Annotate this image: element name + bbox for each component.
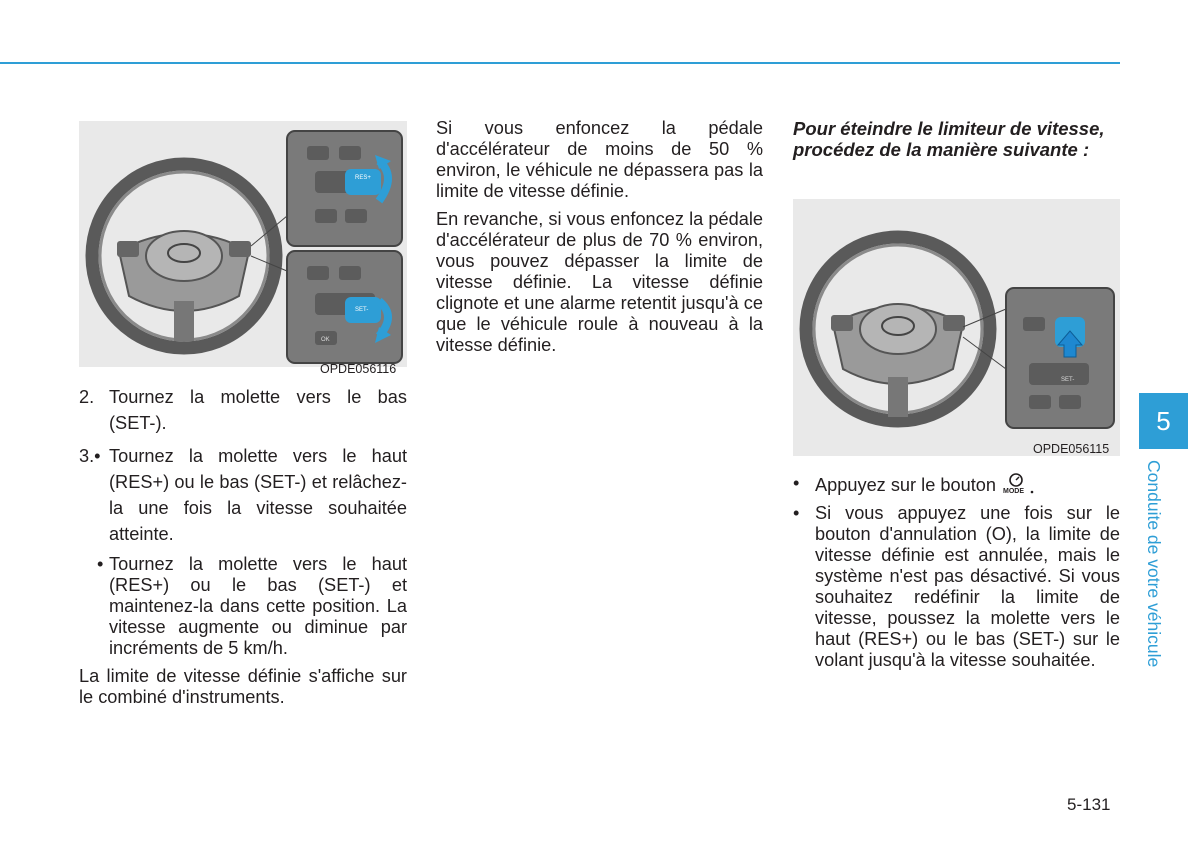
middle-paragraph-1: Si vous enfoncez la pédale d'accélérateur de moins de 50 % environ, le véhicule ne dépassera pas la limite de vitesse définie. <box>436 118 763 201</box>
figure-code-right: OPDE056115 <box>1033 442 1110 456</box>
set-label-2: SET- <box>1061 377 1075 383</box>
right-heading-block <box>793 118 1120 172</box>
middle-column <box>436 118 763 363</box>
left-column <box>79 384 407 715</box>
figure-code-left: OPDE056116 <box>320 362 397 376</box>
bullet-marker: • <box>97 554 104 574</box>
page-number: 5-131 <box>1067 795 1111 814</box>
sub-list-item <box>79 554 407 659</box>
bullet-marker: • <box>793 473 800 493</box>
set-label: SET- <box>355 307 369 313</box>
mode-label: MODE <box>1003 488 1025 495</box>
section-title-vertical: Conduite de votre véhicule <box>1144 460 1164 668</box>
steering-wheel-illustration <box>79 121 407 367</box>
ok-label: OK <box>321 337 330 343</box>
list-item <box>793 473 1120 496</box>
section-heading: Pour éteindre le limiteur de vitesse, procédez de la manière suivante : <box>793 118 1105 160</box>
list-item <box>79 443 407 547</box>
middle-paragraph-2: En revanche, si vous enfoncez la pédale d'accélérateur de plus de 70 % environ, vous pouvez dépasser la limite de vitesse définie. La vitesse définie clignote et une alarme retentit jusqu'à ce que le véhicule roule à nouveau à la vitesse définie. <box>436 209 763 355</box>
section-tab: 5 <box>1139 393 1188 449</box>
right-column <box>793 473 1120 678</box>
mode-button-icon <box>1001 473 1035 495</box>
speedometer-icon <box>1001 473 1035 495</box>
bullet-text: Appuyez sur le bouton <box>815 475 996 495</box>
bullet-text: Si vous appuyez une fois sur le bouton d'annulation (O), la limite de vitesse définie est annulée, mais le système n'est pas désactivé. Si vous souhaitez redéfinir la limite de vitesse, poussez la molette vers le haut (RES+) ou le bas (SET-) sur le volant jusqu'à la vitesse souhaitée. <box>815 503 1120 670</box>
steering-wheel-figure-mode <box>793 199 1120 456</box>
list-marker: 3.• <box>79 446 101 466</box>
left-paragraph: La limite de vitesse définie s'affiche sur le combiné d'instruments. <box>79 666 407 707</box>
list-text: Tournez la molette vers le bas (SET-). <box>109 387 407 433</box>
top-rule <box>0 62 1120 64</box>
list-item <box>79 384 407 436</box>
sub-list-text: Tournez la molette vers le haut (RES+) ou le bas (SET-) et maintenez-la dans cette position. La vitesse augmente ou diminue par incréments de 5 km/h. <box>109 554 407 658</box>
list-item <box>793 503 1120 671</box>
list-text: Tournez la molette vers le haut (RES+) ou le bas (SET-) et relâchez-la une fois la vitesse souhaitée atteinte. <box>109 446 407 544</box>
bullet-marker: • <box>793 503 800 523</box>
res-label: RES+ <box>355 175 371 181</box>
steering-wheel-figure-set <box>79 121 407 367</box>
list-marker: 2. <box>79 387 95 407</box>
steering-wheel-mode-illustration <box>793 199 1120 456</box>
